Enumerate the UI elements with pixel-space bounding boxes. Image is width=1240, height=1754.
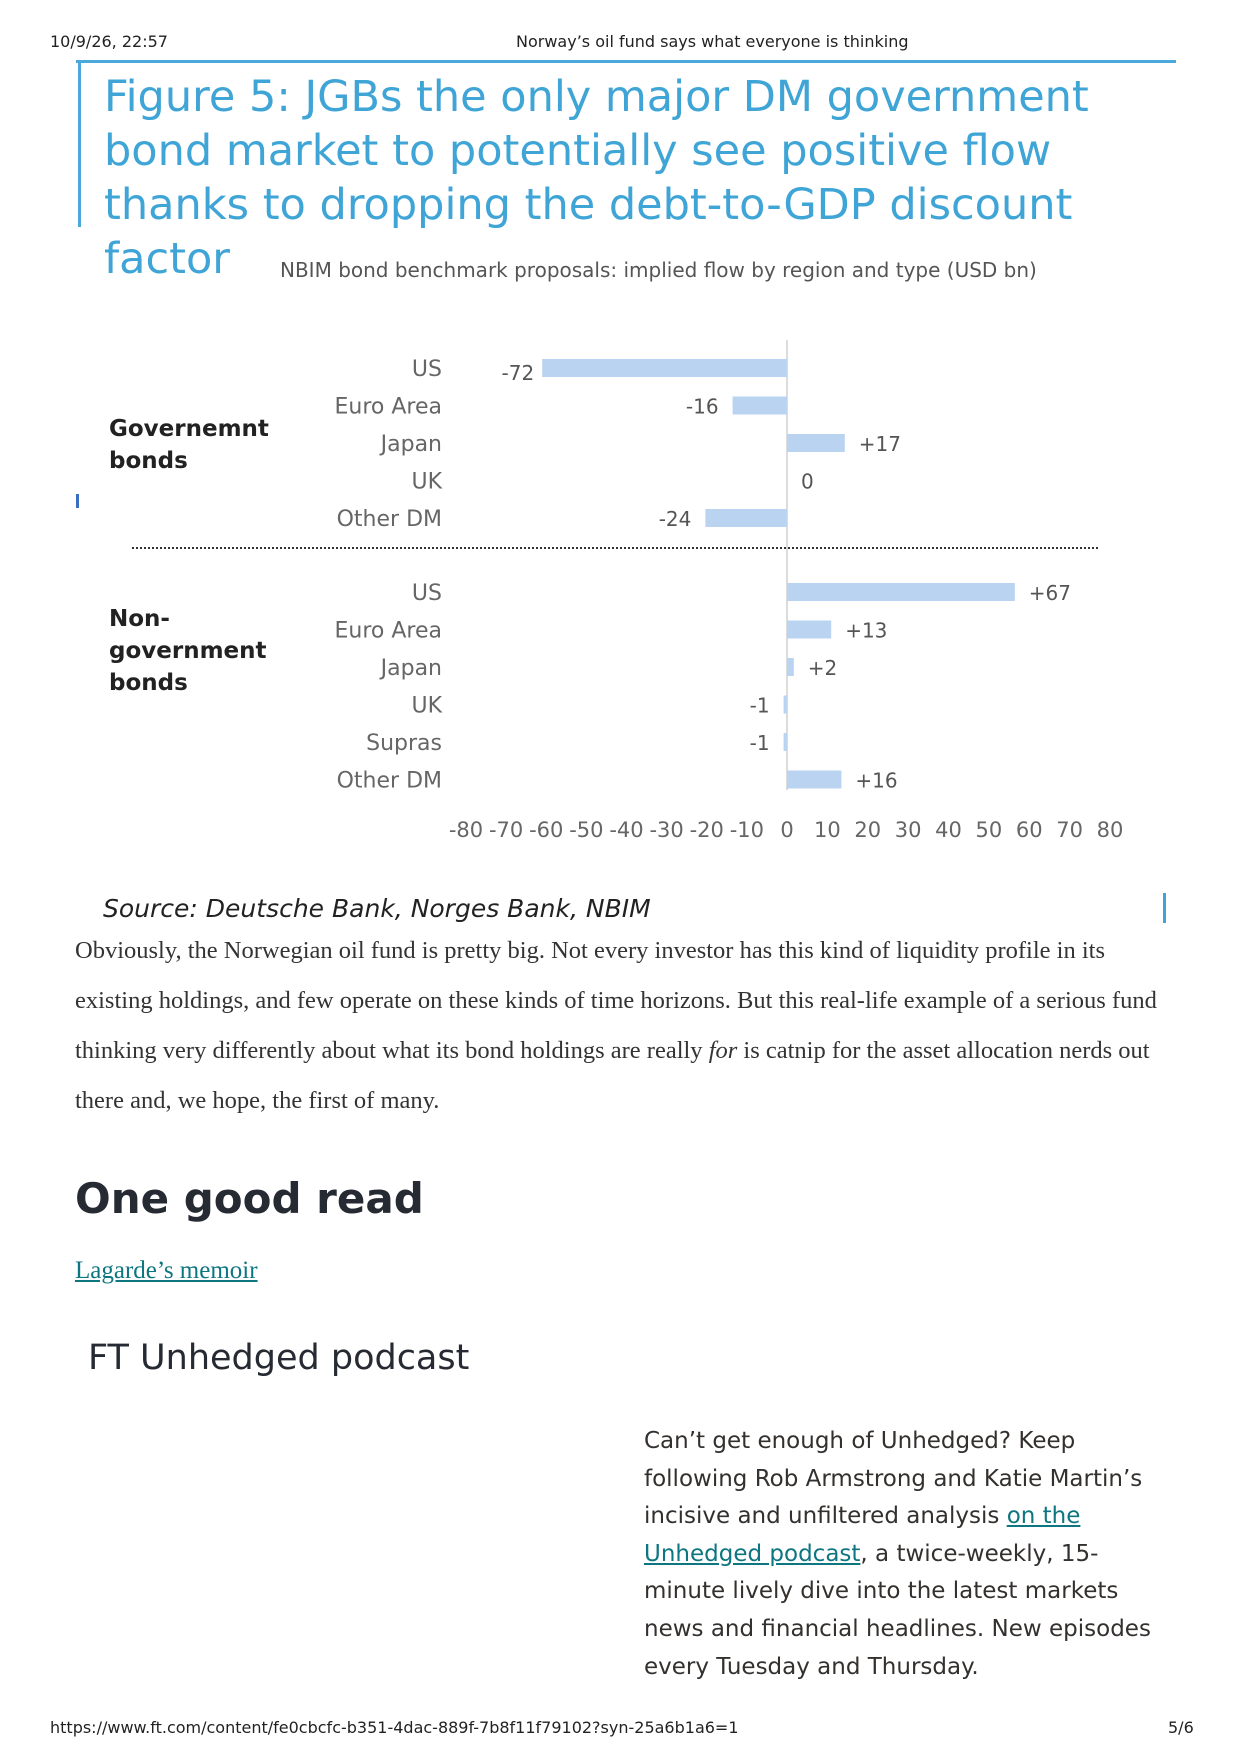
bar <box>787 434 845 452</box>
x-tick-label: -60 <box>529 818 564 842</box>
lagarde-memoir-link[interactable]: Lagarde’s memoir <box>75 1257 258 1284</box>
category-label: Other DM <box>336 768 442 794</box>
group-label: bonds <box>109 448 188 474</box>
bar <box>542 359 787 377</box>
data-label: +16 <box>855 768 898 793</box>
bar <box>784 696 787 714</box>
bar <box>787 583 1015 601</box>
category-label: Other DM <box>336 507 442 532</box>
figure-source: Source: Deutsche Bank, Norges Bank, NBIM <box>103 894 651 923</box>
x-tick-label: 80 <box>1096 818 1124 842</box>
x-tick-label: -50 <box>569 818 604 842</box>
podcast-paragraph: Can’t get enough of Unhedged? Keep following Rob Armstrong and Katie Martin’s incisive and unfiltered analysis on the Unhedged podcast, a twice-weekly, 15-minute lively dive into the latest markets news and financial headlines. New episodes every Tuesday and Thursday. <box>644 1428 1151 1680</box>
category-label: UK <box>411 693 442 719</box>
bar <box>705 509 787 527</box>
x-tick-label: 20 <box>854 818 882 842</box>
data-label: -1 <box>749 731 770 755</box>
bond-flow-chart <box>0 330 1240 850</box>
x-tick-label: 50 <box>975 818 1003 842</box>
x-tick-label: 40 <box>935 818 962 842</box>
emphasis-for: for <box>708 1037 738 1064</box>
x-tick-label: -40 <box>609 818 644 842</box>
bar <box>787 771 841 789</box>
data-label: -24 <box>658 507 692 531</box>
one-good-read-heading: One good read <box>75 1174 424 1223</box>
figure-side-rule <box>78 63 81 227</box>
category-label: US <box>411 581 442 606</box>
data-label: +67 <box>1028 581 1072 605</box>
x-tick-label: -70 <box>488 818 524 842</box>
data-label: 0 <box>801 469 814 494</box>
data-label: -16 <box>685 394 719 419</box>
group-label: Governemnt <box>109 416 269 442</box>
bar <box>733 397 787 415</box>
unhedged-podcast-link[interactable]: on the Unhedged podcast <box>644 1503 1081 1567</box>
category-label: Euro Area <box>334 394 442 420</box>
x-tick-label: 60 <box>1015 818 1043 842</box>
article-paragraph: Obviously, the Norwegian oil fund is pretty big. Not every investor has this kind of liquidity profile in its existing holdings, and few operate on these kinds of time horizons. But this real-life example of a serious fund thinking very differently about what its bond holdings are really for is catnip for the asset allocation nerds out there and, we hope, the first of many. <box>75 937 1157 1114</box>
print-url: https://www.ft.com/content/fe0cbcfc-b351-4dac-889f-7b8f11f79102?syn-25a6b1a6=1 <box>50 1718 739 1737</box>
group-label: Non- <box>109 606 170 632</box>
group-label: government <box>109 638 267 664</box>
category-label: UK <box>411 469 442 495</box>
x-tick-label: 30 <box>894 818 922 842</box>
category-label: Japan <box>380 432 442 457</box>
x-tick-label: 0 <box>780 818 794 842</box>
data-label: +17 <box>858 432 902 456</box>
data-label: +2 <box>807 656 838 680</box>
category-label: US <box>411 357 442 382</box>
group-label: bonds <box>109 670 188 696</box>
x-tick-label: -20 <box>689 818 724 842</box>
figure-top-rule <box>76 60 1176 63</box>
bar <box>787 621 831 639</box>
category-label: Euro Area <box>334 618 442 644</box>
figure-title: Figure 5: JGBs the only major DM government bond market to potentially see positive flow thanks to dropping the debt-to-GDP discount factor <box>104 72 1089 284</box>
text-cursor-marker <box>1163 893 1166 923</box>
x-tick-label: 10 <box>814 818 841 842</box>
x-tick-label: -10 <box>729 818 765 842</box>
bar <box>784 733 787 751</box>
print-page-number: 5/6 <box>1168 1718 1194 1737</box>
podcast-heading: FT Unhedged podcast <box>88 1338 470 1378</box>
chart-subtitle: NBIM bond benchmark proposals: implied flow by region and type (USD bn) <box>280 258 1037 282</box>
data-label: -1 <box>749 693 770 718</box>
data-label: -72 <box>501 361 535 385</box>
category-label: Supras <box>366 731 442 756</box>
x-tick-label: -30 <box>649 818 684 842</box>
x-tick-label: -80 <box>448 818 484 842</box>
x-tick-label: 70 <box>1056 818 1083 842</box>
print-page-title: Norway’s oil fund says what everyone is thinking <box>516 32 909 51</box>
print-datetime: 10/9/26, 22:57 <box>50 32 168 51</box>
category-label: Japan <box>380 656 442 681</box>
data-label: +13 <box>845 618 888 643</box>
bar <box>787 658 794 676</box>
